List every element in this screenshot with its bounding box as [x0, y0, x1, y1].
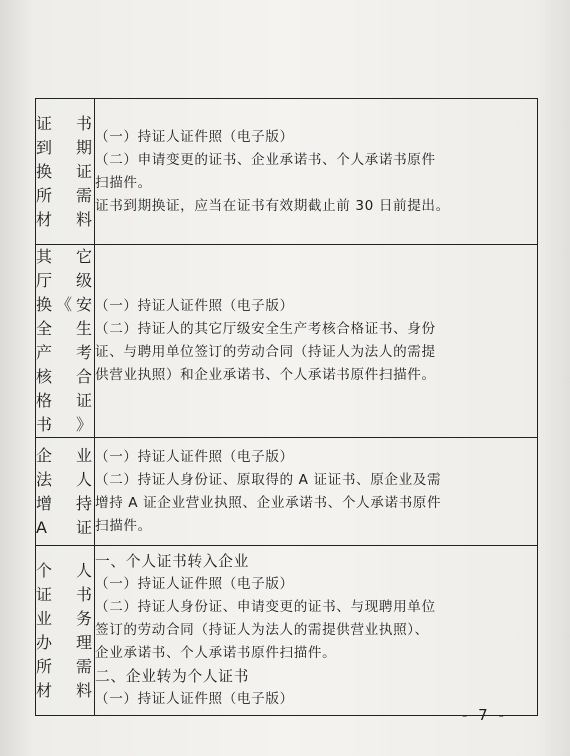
- content-line: （二）申请变更的证书、企业承诺书、个人承诺书原件: [95, 151, 436, 168]
- row-label-line: 所需: [36, 656, 94, 676]
- table-row: [36, 438, 538, 546]
- content-line: 供营业执照）和企业承诺书、个人承诺书原件扫描件。: [95, 367, 436, 383]
- row-label-line: 到期: [36, 137, 94, 157]
- requirements-table: [35, 98, 538, 716]
- row-label-line: 个人: [36, 560, 94, 580]
- row-label-line: 证书: [36, 113, 94, 133]
- content-line: 扫描件。: [95, 174, 152, 191]
- row-label-line: 书》: [36, 415, 94, 434]
- row-label-line: 其它: [36, 247, 94, 266]
- content-line: （一）持证人证件照（电子版）: [95, 691, 294, 707]
- row-label-line: 全生: [36, 319, 94, 338]
- row-label-cell: [36, 99, 95, 245]
- content-line: （一）持证人证件照（电子版）: [95, 298, 294, 314]
- content-line: 证书到期换证，应当在证书有效期截止前 30 日前提出。: [95, 197, 450, 214]
- content-line: （一）持证人证件照（电子版）: [95, 576, 294, 592]
- row-label-line: 增持: [36, 493, 94, 513]
- row-content-cell: [95, 99, 538, 245]
- row-content-cell: [95, 245, 538, 438]
- row-label-cell: [36, 245, 95, 438]
- content-line: 扫描件。: [95, 517, 152, 534]
- table-row: [36, 546, 538, 716]
- content-line: （二）持证人身份证、申请变更的证书、与现聘用单位: [95, 599, 436, 615]
- row-label-line: 产考: [36, 343, 94, 362]
- content-line: 签订的劳动合同（持证人为法人的需提供营业执照）、: [95, 622, 429, 638]
- row-label-line: 换《安: [36, 295, 94, 314]
- row-label-line: A证: [36, 517, 94, 537]
- content-line: 企业承诺书、个人承诺书原件扫描件。: [95, 645, 337, 661]
- row-label-line: 材料: [36, 680, 94, 700]
- row-label-line: 法人: [36, 469, 94, 489]
- section-heading: 二、企业转为个人证书: [95, 668, 249, 685]
- row-label-line: 换证: [36, 161, 94, 181]
- table-row: [36, 99, 538, 245]
- row-label-cell: [36, 546, 95, 716]
- table-row: [36, 245, 538, 438]
- row-content-cell: [95, 438, 538, 546]
- row-label-line: 所需: [36, 185, 94, 205]
- row-label-line: 材料: [36, 209, 94, 229]
- row-content-cell: [95, 546, 538, 716]
- content-line: 证、与聘用单位签订的劳动合同（持证人为法人的需提: [95, 344, 436, 360]
- content-line: （二）持证人的其它厅级安全生产考核合格证书、身份: [95, 321, 436, 337]
- row-label-line: 企业: [36, 445, 94, 465]
- content-line: （一）持证人证件照（电子版）: [95, 448, 294, 465]
- row-label-line: 核合: [36, 367, 94, 386]
- row-label-line: 格证: [36, 391, 94, 410]
- content-line: （二）持证人身份证、原取得的 A 证证书、原企业及需: [95, 471, 442, 488]
- row-label-line: 厅级: [36, 271, 94, 290]
- row-label-line: 业务: [36, 608, 94, 628]
- content-line: 增持 A 证企业营业执照、企业承诺书、个人承诺书原件: [95, 494, 442, 511]
- row-label-cell: [36, 438, 95, 546]
- row-label-line: 办理: [36, 632, 94, 652]
- content-line: （一）持证人证件照（电子版）: [95, 128, 294, 145]
- page-number: - 7 -: [462, 706, 507, 724]
- section-heading: 一、个人证书转入企业: [95, 553, 249, 570]
- row-label-line: 证书: [36, 584, 94, 604]
